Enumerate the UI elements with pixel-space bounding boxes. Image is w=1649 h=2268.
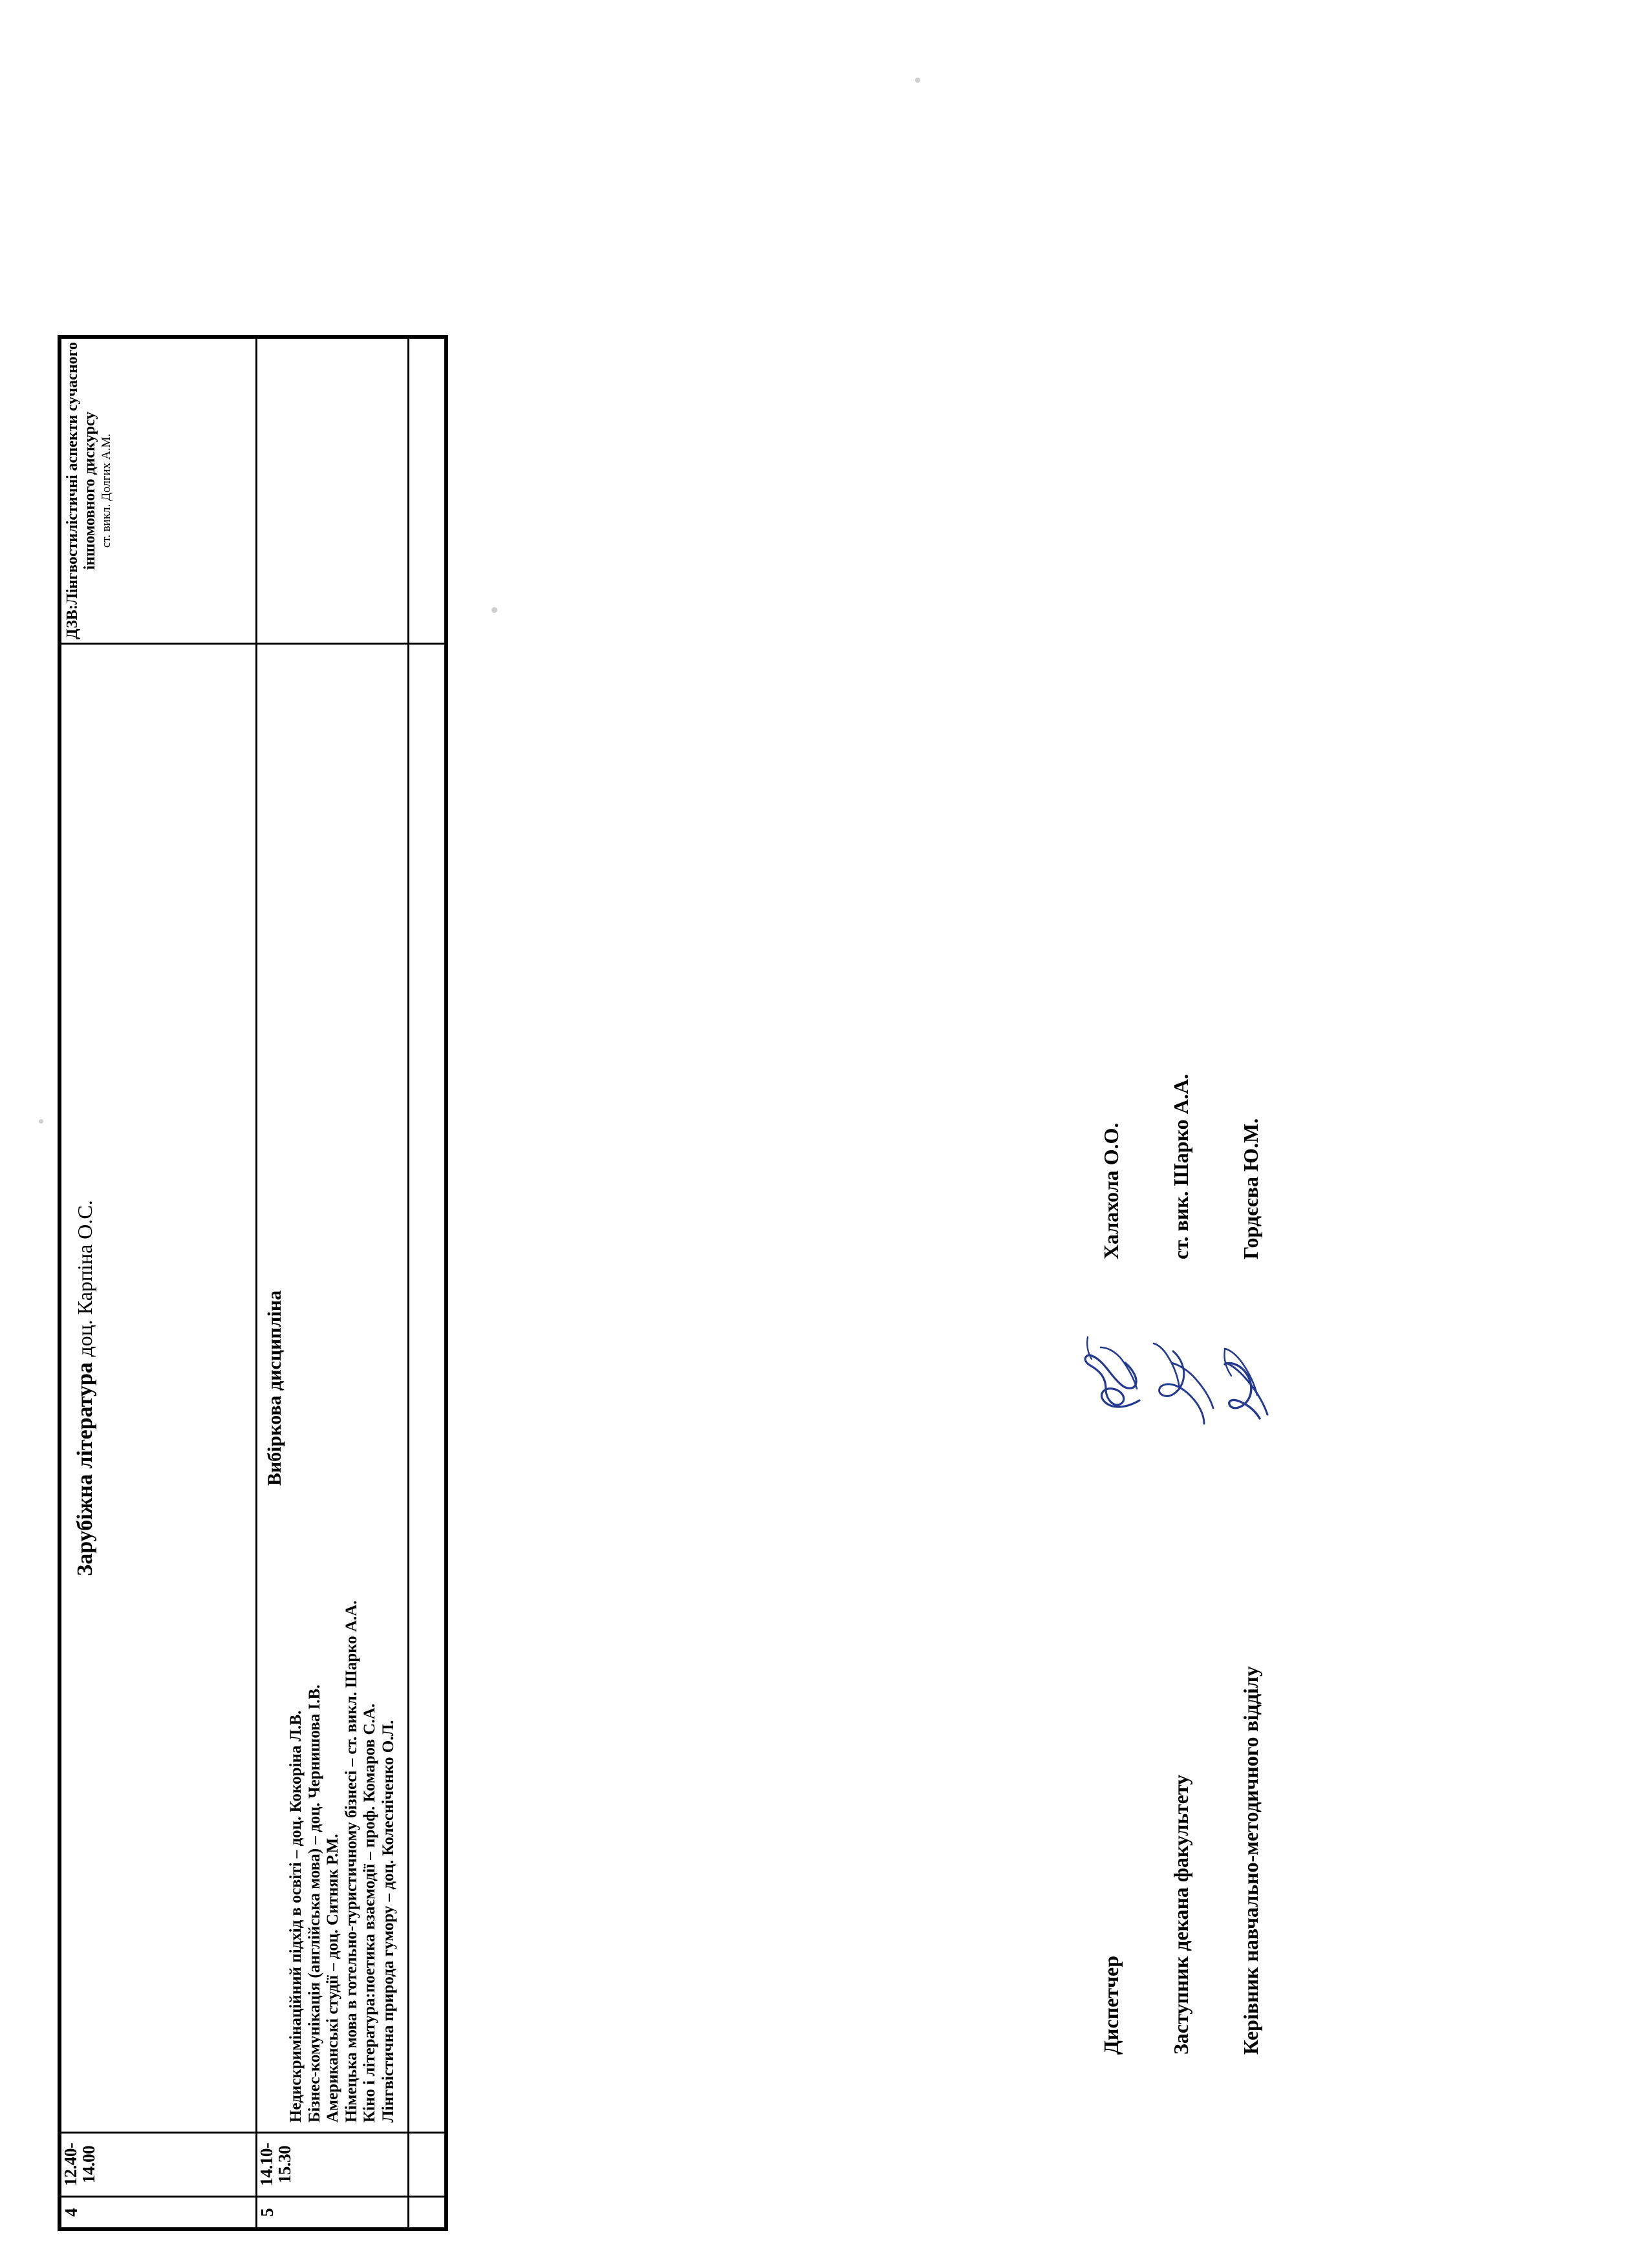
scan-speck: [39, 1119, 43, 1124]
row-time-cell-blank: [409, 2133, 446, 2197]
list-item: Німецька мова в готельно-туристичному бізнесі – ст. викл. Шарко А.А.: [342, 1600, 360, 2123]
elective-heading: Вибіркова дисциплiна: [264, 1290, 285, 1486]
signature-role: Заступник декана факультету: [1169, 1774, 1192, 2055]
signature-role: Диспетчер: [1099, 1955, 1123, 2055]
subject-name: Зарубіжна література: [73, 1362, 97, 1576]
list-item: Лінгвістична природа гумору – доц. Колесніченко О.Л.: [379, 1720, 397, 2123]
row-dzv-cell-empty: [257, 338, 409, 644]
dzv-title: [257, 339, 260, 643]
list-item: Американські студії – доц. Ситняк Р.М.: [324, 1834, 341, 2123]
time-start: 12.40-: [61, 2143, 80, 2187]
scan-speck: [915, 78, 920, 83]
signature-name: Халахола О.О.: [1099, 1122, 1123, 1259]
row-time-cell: [61, 2133, 257, 2197]
subject-teacher: доц. Карпіна О.С.: [73, 1200, 96, 1357]
table-row: [257, 338, 409, 2229]
dzv-title: ДЗВ:Лінгвостилістичні аспекти сучасного іншомовного дискурсу: [64, 342, 98, 639]
row-subject-cell-blank: [409, 644, 446, 2133]
row-subject-cell: [61, 644, 257, 2133]
scan-speck: [491, 607, 497, 613]
subject-title: [73, 651, 98, 2125]
row-electives-cell: [257, 644, 409, 2133]
signature-block: [1099, 632, 1309, 2055]
list-item: Бізнес-комунікація (англійська мова) – доц. Чернишова І.В.: [305, 1684, 323, 2123]
signature-name: ст. вик. Шарко А.А.: [1169, 1074, 1192, 1259]
schedule-table: [59, 337, 446, 2229]
signature-row: [1239, 632, 1309, 2055]
elective-list: [287, 651, 398, 2125]
row-dzv-cell: [61, 338, 257, 644]
signature-role: Керівник навчально-методичного відділу: [1239, 1666, 1262, 2055]
time-start: 14.10-: [257, 2143, 276, 2187]
signature-name: Гордєєва Ю.М.: [1239, 1118, 1262, 1259]
table-row: [61, 338, 257, 2229]
handwritten-signature-icon: [1212, 1279, 1296, 1486]
table-row-blank: [409, 338, 446, 2229]
row-number-cell: 4: [61, 2197, 257, 2229]
time-end: 15.30: [275, 2145, 295, 2184]
dzv-teacher: ст. викл. Долгих А.М.: [99, 433, 113, 548]
row-number-cell-blank: [409, 2197, 446, 2229]
row-dzv-cell-blank: [409, 338, 446, 644]
list-item: Кіно і література:поетика взаємодії – проф. Комаров С.А.: [361, 1703, 378, 2123]
list-item: Недискримінаційний підхід в освіті – доц. Кокоріна Л.В.: [287, 1710, 305, 2123]
row-number-cell: 5: [257, 2197, 409, 2229]
time-end: 14.00: [79, 2145, 99, 2184]
row-time-cell: [257, 2133, 409, 2197]
